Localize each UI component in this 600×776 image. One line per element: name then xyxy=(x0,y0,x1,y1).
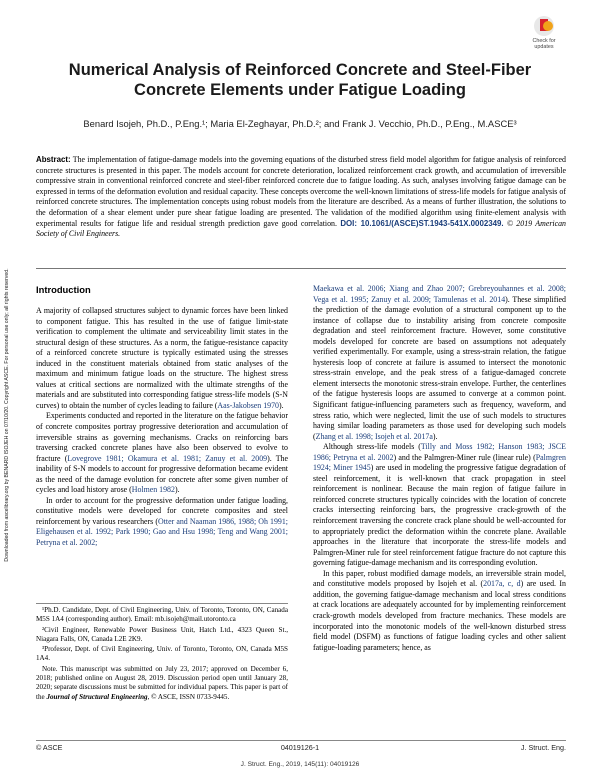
doi-link[interactable]: DOI: 10.1061/(ASCE)ST.1943-541X.0002349. xyxy=(340,218,504,228)
right-p3-text-a: In this paper, robust modified damage models, an irreversible strain model, and constitutive models proposed by Isojeh et al. ( xyxy=(313,568,566,589)
footer-citation: J. Struct. Eng., 2019, 145(11): 04019126 xyxy=(240,761,360,768)
intro-p1-end: ). xyxy=(279,400,284,410)
intro-paragraph-5 xyxy=(313,569,566,653)
citation-link[interactable]: Palmgren 1924; Miner 1945 xyxy=(313,452,566,473)
right-p2-text-c: ) are used in modeling the progressive fatigue degradation of steel reinforcement, it is well-known that crack propagation in steel reinforcement is nonlinear. Because the main region of fatigue failure in reinforced concrete structures typically coincides with the location of concrete cracks intersecting reinforcing bars, the progressive crack-growth of the reinforcement traversing the concrete crack plane should be well-accounted for to appropriately predict the deformation within the concrete plane. Available approaches in the literature that incorporate the stress-life models and Palmgren-Miner rule for steel reinforcement fatigue fracture do not capture this governing fatigue-damage mechanism and its corresponding evolution. xyxy=(313,463,566,568)
citation-link[interactable]: Tilly and Moss 1982; Hanson 1983; JSCE 1986; Petryna et al. 2002 xyxy=(313,442,566,462)
citation-link[interactable]: Holmen 1982 xyxy=(131,485,175,495)
intro-p3-text-a: In order to account for the progressive deformation under fatigue loading, constitutive models were developed for concrete composites and steel reinforcement by various researchers ( xyxy=(36,495,288,526)
update-dot-icon xyxy=(543,21,553,31)
footnotes xyxy=(36,606,288,703)
right-p1-text: ). These simplified the prediction of the damage evolution of a structural component up to the instance of collapse due to instability arising from concrete composite degradation and steel reinforcement fracture. However, some constitutive models developed for concrete are based on assumptions not adequately verified experimentally. For example, using a stress-strain relation, the fatigue hysteresis loop of concrete at failure is assumed to intersect the monotonic stress-strain envelope, and the peak stress of a fatigue-damaged concrete element intersects the monotonic stress-strain envelope. Further, the centerlines of the fatigue hysteresis loops are assumed to converge at a common point. Significant fatigue-influencing parameters such as frequency, waveform, and stress ratio, which were neglected, limit the use of such models to structures having similar loading parameters as those used for developing such models ( xyxy=(313,294,566,441)
abstract xyxy=(36,155,566,240)
manuscript-note-a: Note. This manuscript was submitted on July 23, 2017; approved on December 6, 2018; published online on August 28, 2019. Discussion period open until January 28, 2020; separate discussions must be submitted for individual papers. This paper is part of the xyxy=(36,664,288,701)
download-watermark-text: Downloaded from ascelibrary.org by BENARD ISOJEH on 07/10/20. Copyright ASCE. For personal use only; all rights reserved. xyxy=(4,268,10,562)
footer-article-number: 04019126-1 xyxy=(280,743,320,752)
manuscript-note-b: , © ASCE, ISSN 0733-9445. xyxy=(147,692,230,701)
right-p2-text-b: ) and the Palmgren-Miner rule (linear rule) ( xyxy=(393,452,536,462)
manuscript-note xyxy=(36,665,288,702)
left-column xyxy=(36,306,288,549)
check-for-updates-badge[interactable] xyxy=(527,16,561,62)
right-column xyxy=(313,284,566,653)
author-list: Benard Isojeh, Ph.D., P.Eng.¹; Maria El-Zeghayar, Ph.D.²; and Frank J. Vecchio, Ph.D., P.Eng., M.ASCE³ xyxy=(83,118,517,129)
badge-line1: Check for xyxy=(532,38,556,44)
right-p1-end: ). xyxy=(432,431,438,441)
intro-paragraph-3-cont xyxy=(313,284,566,442)
intro-paragraph-1 xyxy=(36,306,288,411)
paper-title-line2: Concrete Elements under Fatigue Loading xyxy=(134,81,466,99)
citation-link[interactable]: Aas-Jakobsen 1970 xyxy=(217,400,280,410)
download-watermark xyxy=(0,190,14,640)
intro-paragraph-4 xyxy=(313,442,566,569)
intro-p2-text-a: Experiments conducted and reported in the literature on the fatigue behavior of concrete composites portray progressive deterioration and accumulation of irreversible strains as governing mechanisms. Cracks on reinforcing bars traversing cracked concrete planes have also been observed to evolve to fracture ( xyxy=(36,411,288,463)
citation-link[interactable]: 2017a, c, d xyxy=(483,579,521,589)
intro-p2-text-c: ). xyxy=(174,485,180,495)
footer-copyright: © ASCE xyxy=(36,743,63,752)
paper-title-line1: Numerical Analysis of Reinforced Concrete and Steel-Fiber xyxy=(68,61,532,79)
footnote-3: ³Professor, Dept. of Civil Engineering, Univ. of Toronto, Toronto, ON, Canada M5S 1A4. xyxy=(36,645,288,663)
check-updates-icon xyxy=(534,16,554,36)
intro-p2-text-b: ). The inability of S-N models to account for progressive deformation became evident as the need of the damage evolution for concrete after some given number of cycles and load history arose ( xyxy=(36,453,288,495)
badge-line2: updates xyxy=(534,44,554,50)
citation-link[interactable]: Maekawa et al. 2006; Xiang and Zhao 2007; Grebreyouhannes et al. 2008; Vega et al. 1995; Zanuy et al. 2009; Tamulenas et al. 2014 xyxy=(313,284,566,304)
footnote-divider xyxy=(36,603,288,604)
footer-divider xyxy=(36,740,566,741)
citation-link[interactable]: Lovegrove 1981; Okamura et al. 1981; Zanuy et al. 2009 xyxy=(67,453,268,463)
citation-link[interactable]: Zhang et al. 1998; Isojeh et al. 2017a xyxy=(315,431,433,441)
abstract-copyright: © 2019 American Society of Civil Engineers. xyxy=(36,218,566,239)
abstract-label: Abstract: xyxy=(36,155,71,164)
right-p3-text-b: ) are used. In addition, the governing fatigue-damage mechanism and local stress conditions at crack locations are adequately accounted for by implementing reinforcement crack-growth models developed from fracture mechanics. These models are incorporated into the monotonic models of the well-known disturbed stress field model (DSFM) as functions of fatigue loading cycles and other salient fatigue-loading parameters; hence, as xyxy=(313,579,566,652)
intro-paragraph-3 xyxy=(36,496,288,549)
intro-paragraph-2 xyxy=(36,411,288,495)
right-p2-text-a: Although stress-life models ( xyxy=(323,442,421,452)
footnote-1: ¹Ph.D. Candidate, Dept. of Civil Engineering, Univ. of Toronto, Toronto, ON, Canada M5S 1A4 (corresponding author). Email: mb.isojeh@mail.utoronto.ca xyxy=(36,606,288,624)
abstract-divider xyxy=(36,268,566,269)
section-heading-introduction: Introduction xyxy=(36,284,91,295)
abstract-text: The implementation of fatigue-damage models into the governing equations of the disturbed stress field model algorithm for fatigue analysis of reinforced concrete structures is presented in this paper. The models account for concrete deterioration, localized reinforcement crack growth, and accumulation of irreversible compressive strain in conventional reinforced concrete and steel-fiber reinforced concrete due to fatigue loading. As such, analyses involving fatigue damage can be expressed in terms of the deformation evolution and residual capacity. These concepts overcome the well-known limitations of stress-life models for fatigue analysis of reinforced concrete structures. The implementation concepts using robust models from the literature are described. As a means of further illustration, the solutions to the deformation of a shear element under pure shear fatigue loading are presented. The validation of the modified algorithm using finite-element analysis with experimental results for fatigue life and residual strength prediction gave good correlation. xyxy=(36,155,566,228)
journal-name: Journal of Structural Engineering xyxy=(46,692,148,701)
footnote-2: ²Civil Engineer, Renewable Power Business Unit, Hatch Ltd., 4323 Queen St., Niagara Falls, ON, Canada L2E 2K9. xyxy=(36,625,288,643)
paper-title xyxy=(40,60,560,100)
intro-p1-text: A majority of collapsed structures subject to dynamic forces have been linked to component fatigue. This has resulted in the use of fatigue limit-state verification to complement the ultimate and serviceability limit states in the structural design of these structures. As a norm, the fatigue-resistance capacity of a reinforced concrete structure is typically estimated using the stresses induced in the constituent materials obtained from static analyses of the maximum and minimum fatigue loads on the structure. The highest stress values at critical sections are normalized with the ultimate strengths of the materials and are substituted into corresponding fatigue stress-life models (S-N curves) to obtain the number of cycles leading to failure ( xyxy=(36,306,288,410)
footer-journal-abbrev: J. Struct. Eng. xyxy=(520,743,566,752)
citation-link[interactable]: Otter and Naaman 1986, 1988; Oh 1991; Eligehausen et al. 1992; Park 1990; Gao and Hsu 1998; Teng and Wang 2001; Petryna et al. 2002; xyxy=(36,516,289,548)
badge-text xyxy=(532,38,555,50)
